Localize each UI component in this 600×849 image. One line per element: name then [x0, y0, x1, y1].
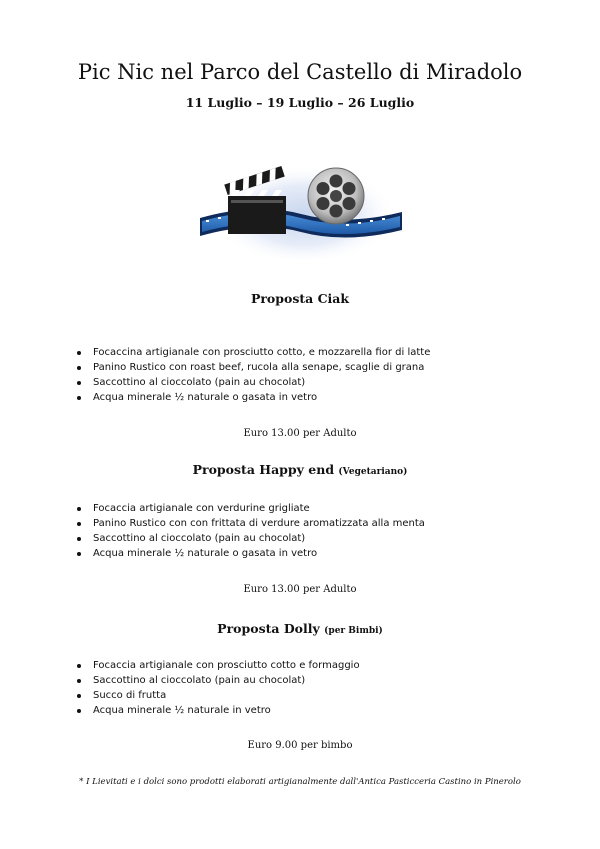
list-item: Saccottino al cioccolato (pain au chocolat): [77, 673, 360, 688]
list-item: Acqua minerale ½ naturale o gasata in vetro: [77, 546, 425, 561]
section-note: (Vegetariano): [338, 467, 408, 477]
list-item: Focaccina artigianale con prosciutto cotto, e mozzarella fior di latte: [77, 345, 430, 360]
price-dolly: Euro 9.00 per bimbo: [247, 740, 353, 751]
section-name: Proposta Dolly: [217, 621, 320, 636]
section-name: Proposta Ciak: [250, 291, 350, 306]
list-item: Panino Rustico con con frittata di verdure aromatizzata alla menta: [77, 516, 425, 531]
section-title-happy-end: [0, 462, 600, 477]
list-item: Saccottino al cioccolato (pain au chocolat): [77, 375, 430, 390]
menu-items-ciak: [77, 345, 430, 405]
list-item: Panino Rustico con roast beef, rucola alla senape, scaglie di grana: [77, 360, 430, 375]
list-item: Saccottino al cioccolato (pain au chocolat): [77, 531, 425, 546]
footnote: * I Lievitati e i dolci sono prodotti elaborati artigianalmente dall'Antica Pasticceria Castino in Pinerolo: [79, 777, 521, 787]
menu-items-happy-end: [77, 501, 425, 561]
menu-items-dolly: [77, 658, 360, 718]
list-item: Focaccia artigianale con prosciutto cotto e formaggio: [77, 658, 360, 673]
list-item: Focaccia artigianale con verdurine grigliate: [77, 501, 425, 516]
page-title: Pic Nic nel Parco del Castello di Miradolo: [77, 60, 523, 84]
price-ciak: Euro 13.00 per Adulto: [243, 428, 357, 439]
clapperboard-film-reel-icon: [196, 140, 406, 260]
section-note: (per Bimbi): [324, 626, 383, 636]
list-item: Acqua minerale ½ naturale o gasata in vetro: [77, 390, 430, 405]
list-item: Succo di frutta: [77, 688, 360, 703]
section-title-ciak: [0, 291, 600, 306]
section-title-dolly: [0, 621, 600, 636]
event-dates: 11 Luglio – 19 Luglio – 26 Luglio: [185, 95, 415, 110]
section-name: Proposta Happy end: [192, 462, 335, 477]
price-happy-end: Euro 13.00 per Adulto: [243, 584, 357, 595]
list-item: Acqua minerale ½ naturale in vetro: [77, 703, 360, 718]
